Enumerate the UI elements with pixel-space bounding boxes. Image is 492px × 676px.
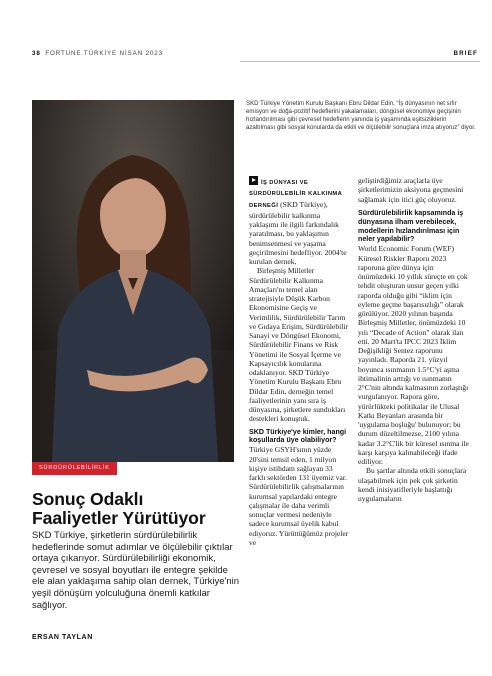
article-lead: SKD Türkiye, şirketlerin sürdürülebilirlik hedeflerinde somut adımlar ve ölçülebilir çıktılar ortaya çıkarıyor. Sürdürülebilirliği ekonomik, çevresel ve sosyal boyutları ile entegre şekilde ele alan yaklaşıma sahip olan dernek, Türkiye'nin yeşil dönüşüm yolculuğuna önemli katkılar sağlıyor.	[32, 530, 240, 611]
body-column-2	[358, 176, 470, 503]
page-header	[0, 0, 492, 62]
publication-name: FORTUNE TÜRKİYE NİSAN 2023	[45, 50, 164, 57]
lead-in: İŞ DÜNYASI VE SÜRDÜRÜLEBİLİR KALKINMA DERNEĞİ	[249, 180, 343, 209]
title-line-1: Sonuç Odaklı	[32, 489, 144, 509]
intro-paragraph	[249, 176, 349, 266]
photo-caption: SKD Türkiye Yönetim Kurulu Başkanı Ebru Dildar Edin, “İş dünyasının net sıfır emisyon ve doğa-pozitif hedeflerini yakalamaları, döngüsel ekonomiye geçişinin hızlandırılması gibi çevresel hedeflerin yanında iş yaşamında eşitsizliklerin azaltılması gibi sosyal konularda da etkili ve ölçülebilir sonuçlara imza atıyoruz” diyor.	[246, 100, 476, 132]
portrait-photo	[32, 100, 234, 462]
title-line-2: Faaliyetler Yürütüyor	[32, 508, 206, 528]
category-tag: SÜRDÜRÜLEBİLİRLİK	[32, 462, 117, 475]
page-number: 38	[32, 50, 41, 57]
body-column-1	[249, 176, 349, 547]
body-paragraph: Birleşmiş Milletler Sürdürülebilir Kalkınma Amaçları'nı temel alan stratejisiyle Düşük Karbon Ekonomisine Geçiş ve Verimlilik, Sürdürülebilir Tarım ve Gıdaya Erişim, Sürdürülebilir Sanayi ve Döngüsel Ekonomi, Sürdürülebilir Finans ve Risk Yönetimi ile Sosyal İçerme ve Kapsayıcılık konularına odaklanıyor. SKD Türkiye Yönetim Kurulu Başkanı Ebru Dildar Edin, derneğin temel faaliyetlerinin yanı sıra iş dünyasına, şirketlere sundukları destekleri konuştuk.	[249, 266, 348, 424]
body-paragraph: Bu şartlar altında etkili sonuçlara ulaşabilmek için pek çok şirketin kendi inisiyatifleriyle başlattığı uygulamaların	[358, 466, 467, 504]
header-rule	[240, 61, 480, 62]
body-paragraph: World Economic Forum (WEF) Küresel Riskler Raporu 2023 raporuna göre dünya için önümüzdeki 10 yıllık süreçte en çok tehdit oluşturan unsur geçen yılki raporda olduğu gibi “iklim için eyleme geçme başarısızlığı” olarak görülüyor. 2020 yılının başında Birleşmiş Milletler, önümüzdeki 10 yılı “Decade of Action” olarak ilan etti. 20 Mart'ta IPCC 2023 İklim Değişikliği Sentez raporunu yayınladı. Raporda 21. yüzyıl boyunca ısınmanın 1.5°C'yi aşma ihtimalinin arttığı ve ısınmanın 2°C'nin altında kalmasının zorlaştığı vurgulanıyor. Rapora göre, yürürlükteki politikalar ile Ulusal Katkı Beyanları arasında bir 'uygulama boşluğu' bulunuyor; bu durum düzeltilmezse, 2100 yılına kadar 3.2°C'lik bir küresel ısınma ile karşı karşıya kalınabileceği ifade ediliyor.	[358, 244, 469, 467]
body-paragraph: geliştirdiğimiz araçlarla üye şirketlerimizin aksiyona geçmesini sağlamak için itici güç oluyoruz.	[358, 176, 464, 204]
author-byline: ERSAN TAYLAN	[32, 634, 93, 641]
body-paragraph: Türkiye GSYH'sının yüzde 20'sini temsil eden, 1 milyon kişiye istihdam sağlayan 33 farklı sektörden 131 üyemiz var. Sürdürülebilirlik çalışmalarının kurumsal yapılardaki entegre çalışmalar ile daha verimli sonuçlar vermesi nedeniyle sadece kurumsal üyelik kabul ediyoruz. Yürüttüğümüz projeler ve	[249, 445, 349, 547]
play-icon	[249, 176, 258, 185]
question-heading: SKD Türkiye'ye kimler, hangi koşullarda üye olabiliyor?	[249, 427, 347, 445]
section-label: BRIEF	[453, 50, 478, 57]
question-heading: Sürdürülebilirlik kapsamında iş dünyasına ilham verebilecek, modellerin hızlandırılması için neler yapılabilir?	[358, 208, 464, 244]
folio	[32, 50, 163, 57]
article-title	[32, 490, 242, 528]
intro-text: (SKD Türkiye), sürdürülebilir kalkınma yaklaşımı ile ilgili farkındalık yaratılması, bu yaklaşımın benimsenmesi ve yaşama geçirilmesini hedefliyor. 2004'te kurulan dernek,	[249, 199, 347, 266]
